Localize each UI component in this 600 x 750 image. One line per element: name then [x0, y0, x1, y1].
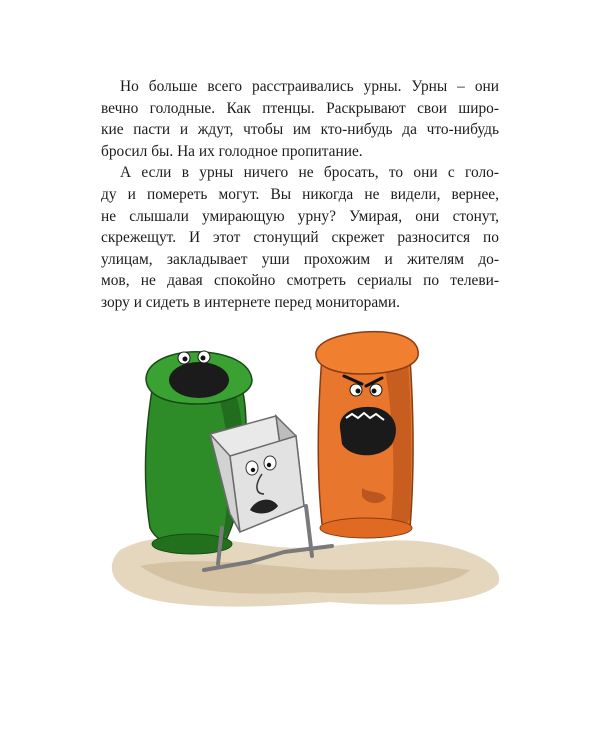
text-line: мов, не давая спокойно смотреть сериалы по телеви-	[101, 272, 499, 290]
orange-bin-mouth	[340, 407, 396, 455]
text-line: вечно голодные. Как птенцы. Раскрывают свои широ-	[101, 99, 499, 117]
gray-bin-pupil	[251, 468, 255, 472]
green-bin-pupil	[201, 356, 206, 361]
orange-bin-pupil	[356, 389, 361, 394]
orange-bin-pupil	[372, 389, 377, 394]
orange-bin	[316, 332, 418, 538]
text-line: ду и помереть могут. Вы никогда не видели, вернее,	[101, 185, 499, 203]
paragraph-1	[101, 76, 499, 162]
text-line: улицам, закладывает уши прохожим и жителям до-	[101, 250, 499, 268]
gray-bin-eye	[246, 461, 258, 475]
gray-bin-eye	[264, 456, 276, 470]
orange-bin-lid	[316, 332, 418, 374]
trash-bins-illustration	[100, 318, 520, 618]
gray-bin-pupil	[267, 463, 271, 467]
paragraph-2	[101, 162, 499, 313]
text-line: бросил бы. На их голодное пропитание.	[101, 142, 363, 160]
text-line: Но больше всего расстраивались урны. Урны – они	[120, 78, 499, 95]
green-bin-pupil	[183, 357, 188, 362]
text-line: кие пасти и ждут, чтобы им кто-нибудь да что-нибудь	[101, 121, 499, 139]
text-line: не слышали умирающую урну? Умирая, они стонут,	[101, 207, 499, 225]
text-line: зору и сидеть в интернете перед мониторами.	[101, 293, 400, 311]
green-bin-mouth	[169, 362, 229, 398]
text-line: скрежещут. И этот стонущий скрежет разносится по	[101, 229, 499, 247]
orange-bin-base	[320, 518, 412, 538]
text-block	[101, 76, 499, 314]
text-line: А если в урны ничего не бросать, то они с голо-	[120, 164, 499, 182]
